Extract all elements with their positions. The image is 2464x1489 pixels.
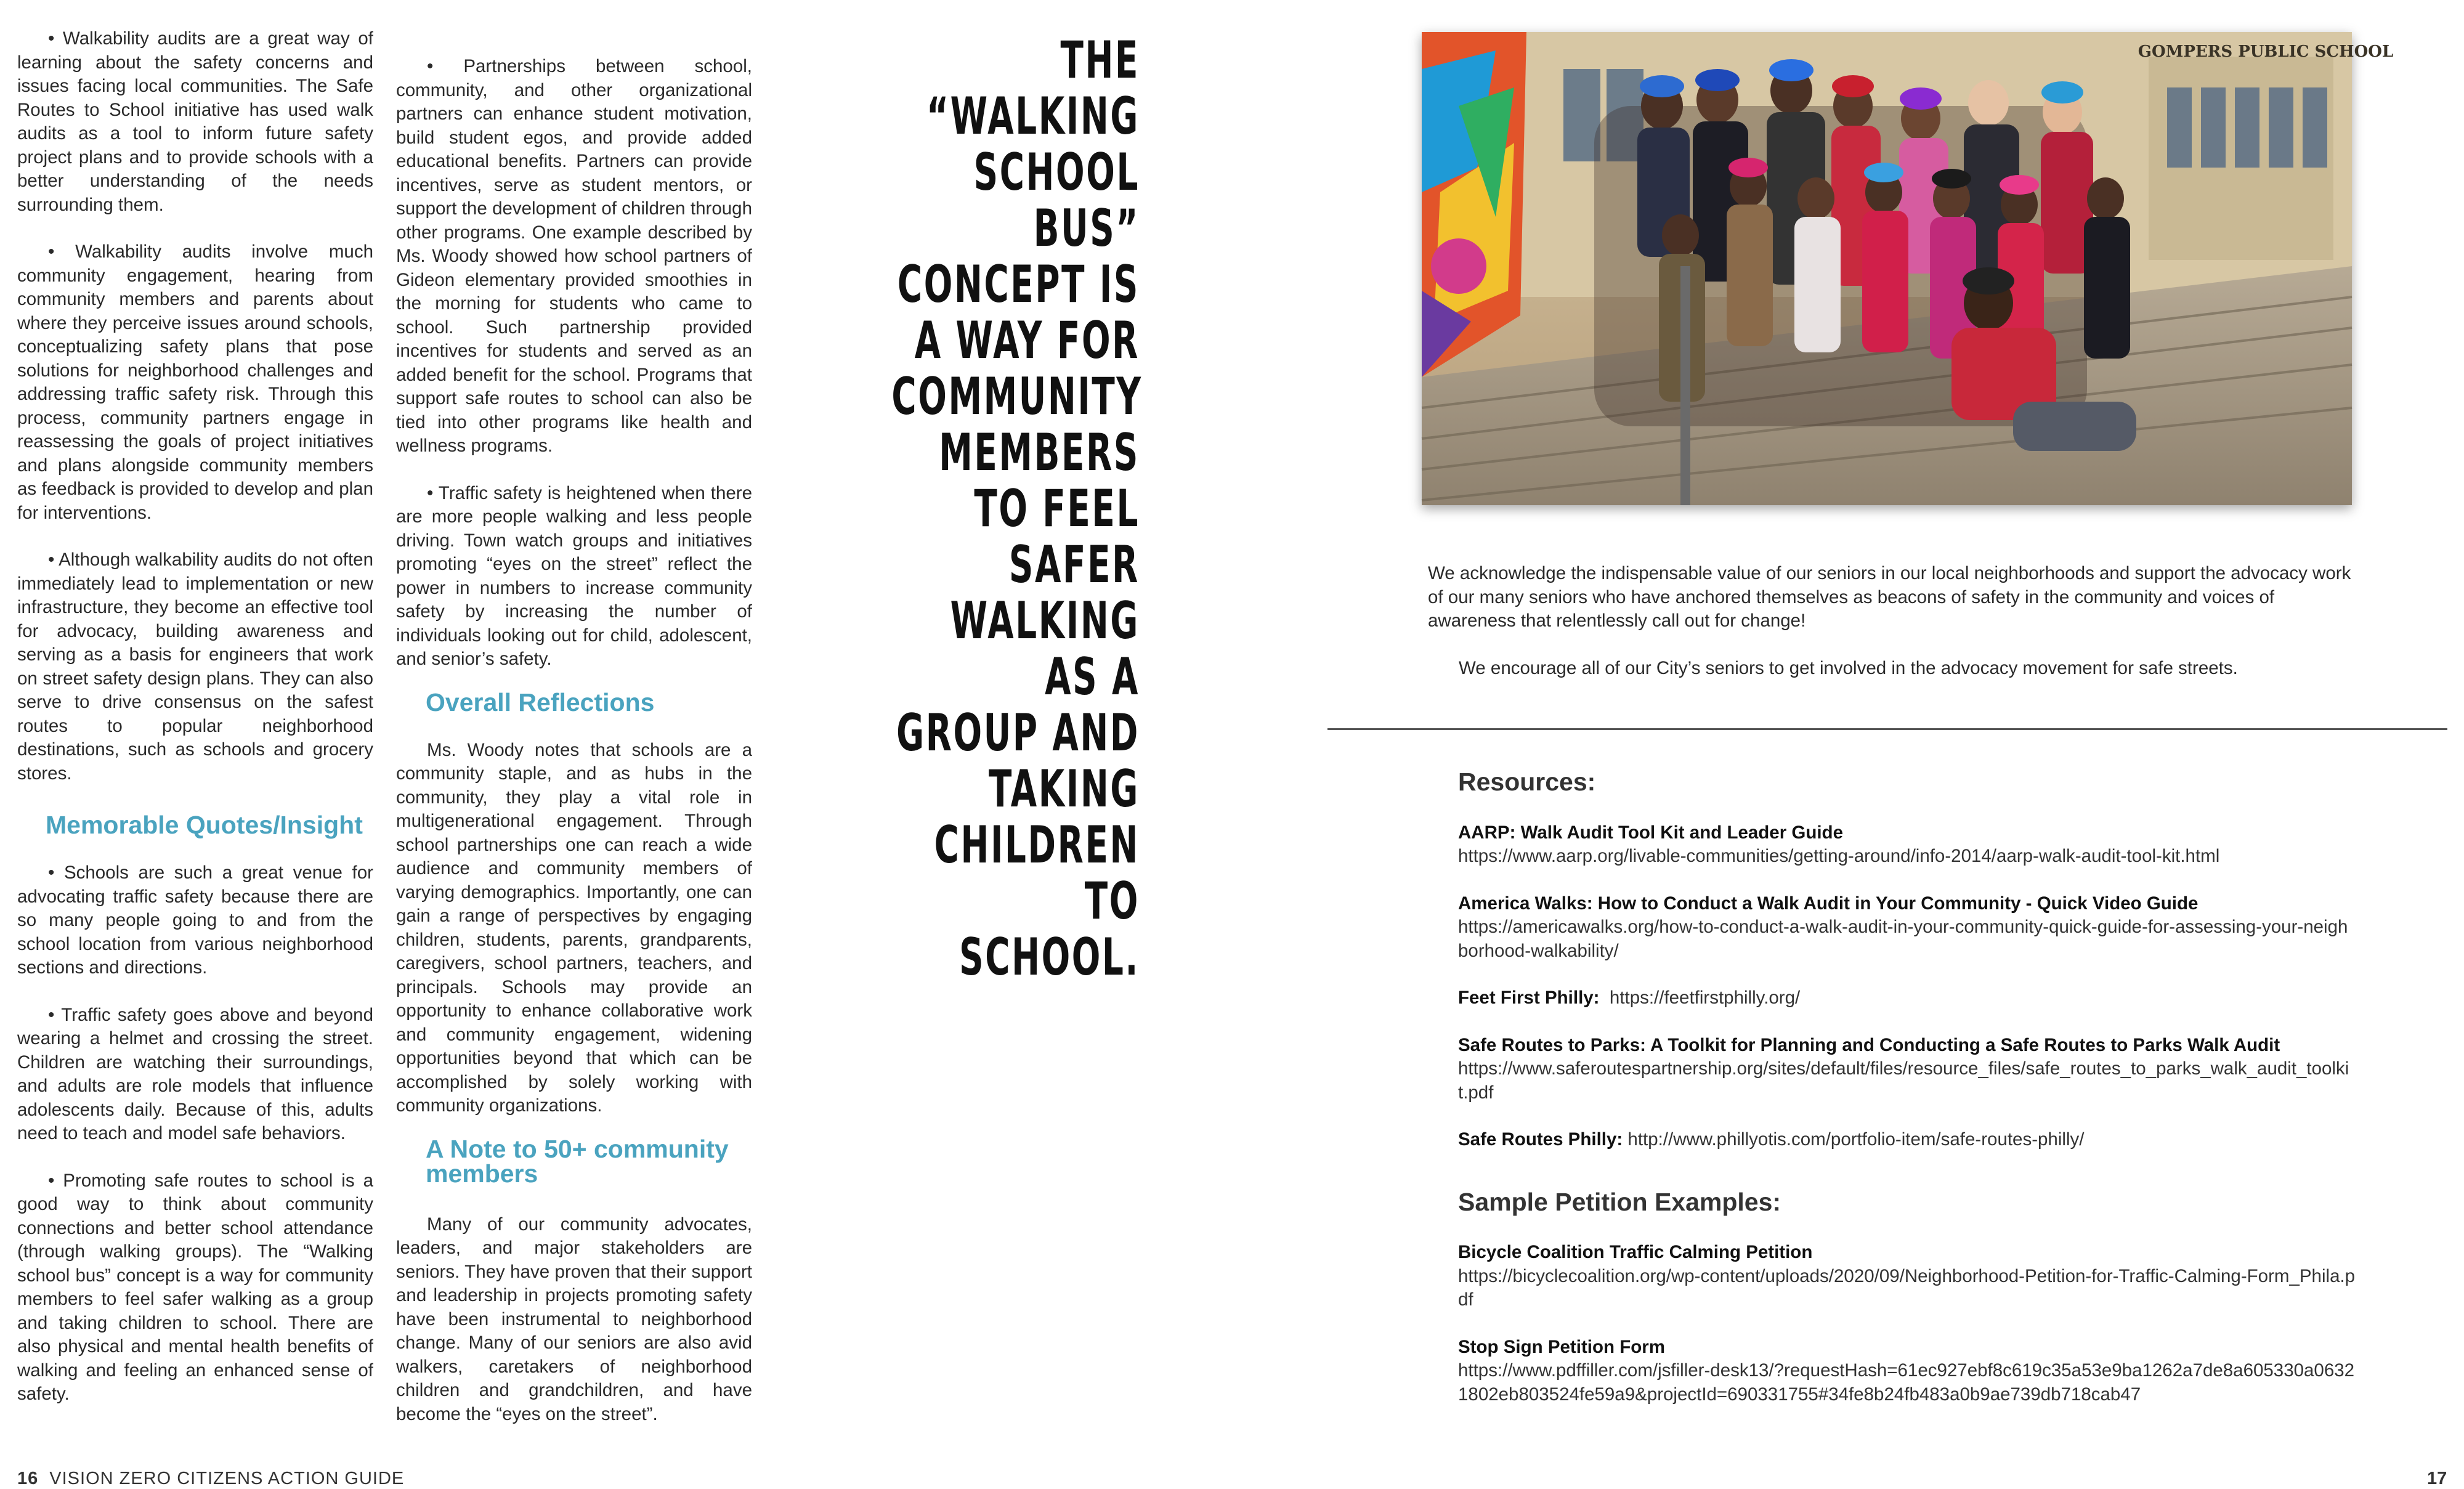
resource-item — [1458, 821, 2357, 869]
resource-title: AARP: Walk Audit Tool Kit and Leader Guide — [1458, 822, 1843, 843]
resource-item — [1458, 1034, 2357, 1105]
resource-item — [1458, 1128, 2357, 1152]
petition-link[interactable]: https://bicyclecoalition.org/wp-content/uploads/2020/09/Neighborhood-Petition-for-Traffic-Calming-Form_Phila.pdf — [1458, 1265, 2356, 1310]
resource-title: Safe Routes to Parks: A Toolkit for Planning and Conducting a Safe Routes to Parks Walk Audit — [1458, 1034, 2280, 1055]
resource-link[interactable]: https://www.aarp.org/livable-communities/getting-around/info-2014/aarp-walk-audit-tool-kit.html — [1458, 846, 2220, 866]
quote: • Traffic safety goes above and beyond wearing a helmet and crossing the street. Children are watching their surroundings, and adults are role models that influence adolescents daily. Because of this, adults need to teach and model safe behaviors. — [17, 1004, 373, 1143]
resource-item — [1458, 892, 2357, 964]
resources-section — [1458, 770, 2357, 1430]
paragraph: • Although walkability audits do not often immediately lead to implementation or new infrastructure, they become an effective tool for advocacy, building awareness and serving as a basis for engineers that work on street safety design plans. They can also serve to drive consensus on the safest routes to popular neighborhood destinations, such as schools and grocery stores. — [17, 550, 373, 784]
group-photo — [1422, 32, 2394, 505]
page-number: 17 — [2427, 1469, 2447, 1488]
reflections-text: Ms. Woody notes that schools are a community staple, and as hubs in the community, they play a vital role in multigenerational engagement. Through school partnerships one can reach a wide audience and community members of varying demographics. Importantly, one can gain a range of perspectives by engaging children, students, parents, grandparents, caregivers, school partners, teachers, and principals. Schools may provide an opportunity to enhance collaborative work and community engagement, widening opportunities beyond that which can be accomplished by solely working with community organizations. — [396, 739, 752, 1116]
resource-link[interactable]: https://www.saferoutespartnership.org/sites/default/files/resource_files/safe_routes_to_parks_walk_audit_toolkit.pdf — [1458, 1058, 2349, 1103]
left-column-2 — [396, 55, 752, 1450]
quote: • Schools are such a great venue for advocating traffic safety because there are so many people going to and from the school location from various neighborhood sections and directions. — [17, 862, 373, 978]
resources-heading: Resources: — [1458, 768, 1596, 796]
quote: • Promoting safe routes to school is a good way to think about community connections and better school attendance (through walking groups). The “Walking school bus” concept is a way for community members to feel safer walking as a group and taking children to school. There are also physical and mental health benefits of walking and feeling an enhanced sense of safety. — [17, 1170, 373, 1404]
paragraph: • Partnerships between school, community, and other organizational partners can enhance student motivation, build student egos, and provide added educational benefits. Partners can provide incentives, serve as student mentors, or support the development of children through other programs. One example described by Ms. Woody showed how school partners of Gideon elementary provided smoothies in the morning for students who came to school. Such partnership provided incentives for students and served as an added benefit for the school. Programs that support safe routes to school can also be tied into other programs like health and wellness programs. — [396, 56, 752, 456]
ack-paragraph: We encourage all of our City’s seniors to get involved in the advocacy movement for safe streets. — [1459, 657, 2238, 678]
reflections-heading: Overall Reflections — [426, 688, 655, 716]
section-divider — [1327, 728, 2447, 730]
resource-title: Feet First Philly: — [1458, 988, 1600, 1008]
resource-link[interactable]: https://feetfirstphilly.org/ — [1609, 988, 1801, 1008]
page-number: 16 — [17, 1469, 39, 1488]
petitions-heading: Sample Petition Examples: — [1458, 1187, 1781, 1216]
petition-item — [1458, 1241, 2357, 1312]
resource-link[interactable]: http://www.phillyotis.com/portfolio-item/safe-routes-philly/ — [1627, 1129, 2085, 1150]
acknowledgement — [1428, 562, 2352, 704]
petition-link[interactable]: https://www.pdffiller.com/jsfiller-desk13/?requestHash=61ec927ebf8c619c35a53e9ba1262a7de8a605330a06321802eb803524fe59a9&projectId=690331755#34fe8b24fb483a0b9ae739db718cab47 — [1458, 1360, 2355, 1405]
petition-title: Bicycle Coalition Traffic Calming Petition — [1458, 1242, 1813, 1262]
paragraph: • Walkability audits involve much community engagement, hearing from community members and parents about where they perceive issues around schools, conceptualizing safety plans that pose solutions for neighborhood challenges and addressing traffic safety risk. Through this process, community partners engage in reassessing the goals of project initiatives and plans alongside community members as feedback is provided to develop and plan for interventions. — [17, 241, 373, 523]
note-text: Many of our community advocates, leaders, and major stakeholders are seniors. They have proven that their support and leadership in projects promoting safety have been instrumental to neighborhood change. Many of our seniors are also avid walkers, caretakers of neighborhood children and grandchildren, and have become the “eyes on the street”. — [396, 1214, 752, 1424]
resource-link[interactable]: https://americawalks.org/how-to-conduct-a-walk-audit-in-your-community-quick-guide-for-assessing-your-neighborhood-walkability/ — [1458, 917, 2348, 961]
paragraph: • Walkability audits are a great way of learning about the safety concerns and issues facing local communities. The Safe Routes to School initiative has used walk audits as a tool to inform future safety project plans and to provide schools with a better understanding of the needs surrounding them. — [17, 28, 373, 215]
quotes-heading: Memorable Quotes/Insight — [46, 811, 363, 839]
resource-item — [1458, 986, 2357, 1010]
guide-title: VISION ZERO CITIZENS ACTION GUIDE — [49, 1469, 405, 1488]
petition-title: Stop Sign Petition Form — [1458, 1336, 1665, 1357]
left-column-1 — [17, 27, 373, 1430]
pull-quote: THE “WALKING SCHOOL BUS” CONCEPT IS A WAY FOR COMMUNITY MEMBERS TO FEEL SAFER WALKING AS A GROUP AND TAKING CHILDREN TO SCHOOL. — [891, 30, 1143, 987]
petition-item — [1458, 1336, 2357, 1407]
resource-title: Safe Routes Philly: — [1458, 1129, 1623, 1150]
ack-paragraph: We acknowledge the indispensable value of our seniors in our local neighborhoods and support the advocacy work of our many seniors who have anchored themselves as beacons of safety in the community and voices of awareness that relentlessly call out for change! — [1428, 563, 2351, 631]
paragraph: • Traffic safety is heightened when there are more people walking and less people driving. Town watch groups and initiatives promoting “eyes on the street” reflect the power in numbers to increase community safety by increasing the number of individuals looking out for child, adolescent, and senior’s safety. — [396, 482, 752, 669]
note-heading: A Note to 50+ community members — [426, 1134, 729, 1188]
left-footer — [17, 1469, 404, 1489]
resource-title: America Walks: How to Conduct a Walk Audit in Your Community - Quick Video Guide — [1458, 893, 2199, 914]
school-sign: GOMPERS PUBLIC SCHOOL — [2138, 43, 2394, 61]
